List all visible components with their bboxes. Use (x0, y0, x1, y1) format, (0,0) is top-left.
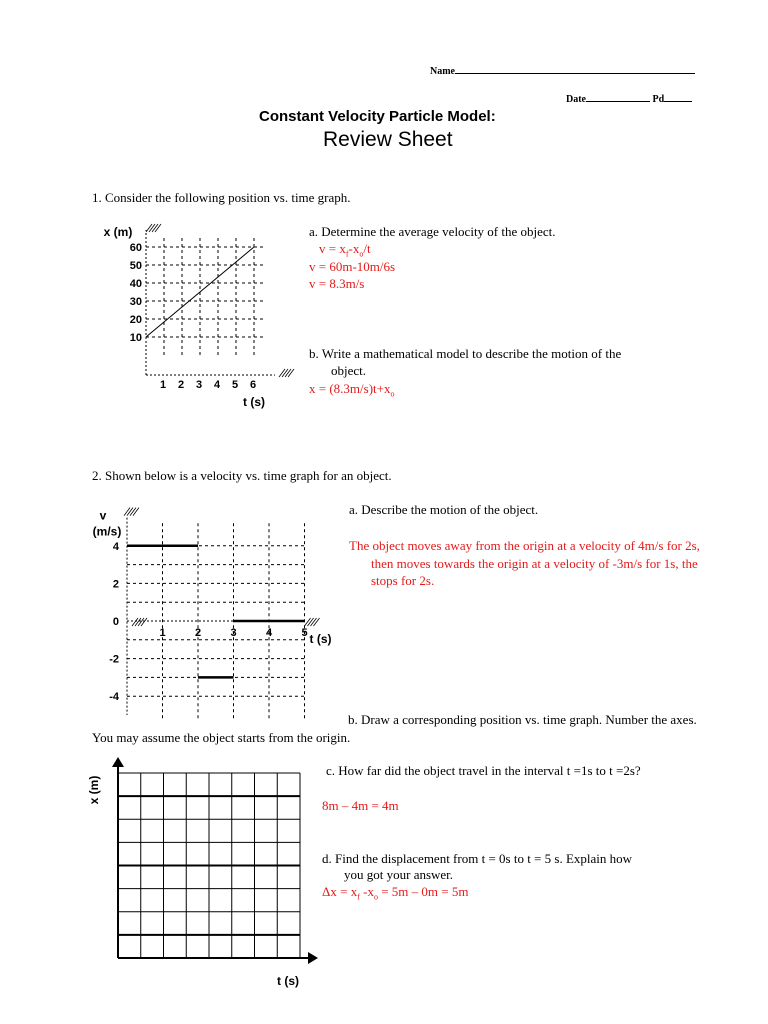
y-tick-label: 10 (129, 332, 142, 344)
y-tick-label: 50 (129, 260, 142, 272)
y-tick-label: 30 (129, 296, 142, 308)
q2d-answer: $\Delta x = x_f$ $-x_o = 5m - 0m = 5m$ (322, 884, 469, 902)
title-line1: Constant Velocity Particle Model: (259, 108, 496, 125)
date-label: Date (566, 94, 586, 105)
y-tick-label: -2 (109, 653, 119, 666)
q1a-answer-3: v = 8.3m/s (309, 276, 365, 291)
y-axis-unit-label: (m/s) (92, 524, 122, 539)
y-tick-label: 20 (129, 314, 142, 326)
y-tick-label: 60 (129, 242, 142, 254)
x-axis-label: t (s) (243, 395, 265, 409)
q2d-prompt-2: you got your answer. (344, 867, 454, 882)
name-label: Name (430, 66, 455, 77)
hatch-mark (124, 508, 139, 516)
x-axis-label: t (s) (277, 974, 299, 988)
x-tick-label: 2 (177, 379, 185, 391)
x-tick-label: 2 (194, 627, 202, 639)
x-tick-label: 6 (249, 379, 257, 391)
x-tick-label: 3 (230, 627, 237, 639)
q1b-prompt-2: object. (331, 363, 367, 378)
y-axis-arrow (112, 757, 124, 767)
y-tick-label: 40 (129, 278, 142, 290)
y-axis-label: v (99, 508, 107, 523)
x-axis-arrow (308, 952, 318, 964)
x-tick-label: 1 (159, 627, 166, 639)
y-axis-label: x (m) (103, 225, 133, 239)
q1-prompt: 1. Consider the following position vs. time graph. (92, 190, 351, 205)
y-tick-label: 0 (112, 616, 119, 628)
x-tick-label: 5 (231, 379, 239, 391)
y-tick-label: 2 (112, 578, 119, 591)
x-tick-label: 1 (159, 379, 167, 391)
y-tick-label: -4 (109, 691, 119, 704)
q2d-prompt-1: d. Find the displacement from t = 0s to t = 5 s. Explain how (322, 851, 633, 866)
q2a-answer: The object moves away from the origin at a velocity of 4m/s for 2s, then moves towards the origin at a velocity of -3m/s for 1s, the stops for 2s. (349, 538, 700, 588)
q1b-answer: $x = (8.3m/s)t+x_o$ (309, 381, 395, 399)
hatch-mark (305, 618, 320, 626)
q2b-prompt: b. Draw a corresponding position vs. time graph. Number the axes. You may assume the object starts from the origin. (92, 712, 697, 745)
x-tick-label: 3 (195, 379, 203, 391)
q1a-answer-2: v = 60m-10m/6s (309, 259, 396, 274)
x-tick-label: 4 (265, 627, 273, 639)
hatch-mark (146, 224, 161, 232)
q2-prompt: 2. Shown below is a velocity vs. time graph for an object. (92, 468, 392, 483)
x-tick-label: 5 (301, 627, 308, 639)
q1b-prompt-1: b. Write a mathematical model to describe the motion of the (309, 346, 622, 361)
y-axis-label: x (m) (87, 775, 101, 805)
q2a-prompt: a. Describe the motion of the object. (349, 502, 539, 517)
page-title: Review Sheet (323, 128, 453, 151)
pd-label: Pd (652, 94, 665, 105)
q2c-prompt: c. How far did the object travel in the interval t =1s to t =2s? (326, 763, 641, 778)
hatch-mark (132, 618, 147, 626)
q1a-answer-1: $v = x_f-x_o/t$ (319, 241, 371, 259)
hatch-mark (279, 369, 294, 377)
y-tick-label: 4 (112, 540, 119, 553)
x-axis-label: t (s) (309, 632, 332, 646)
x-tick-label: 4 (213, 379, 221, 391)
q2c-answer: 8m – 4m = 4m (322, 798, 399, 813)
q1a-prompt: a. Determine the average velocity of the object. (309, 224, 556, 239)
